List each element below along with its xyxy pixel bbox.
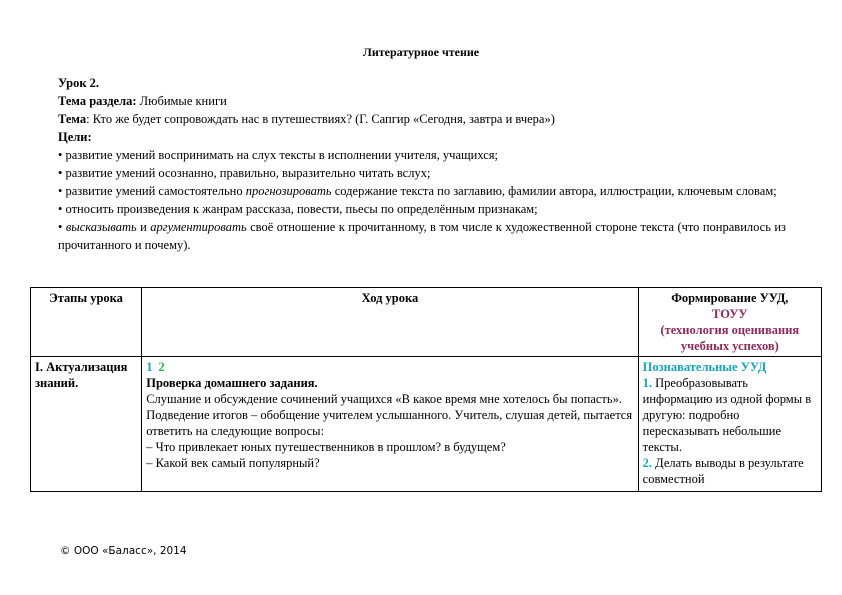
topic-label: Тема — [58, 112, 87, 126]
page-title: Литературное чтение — [362, 45, 480, 59]
header-tou-full: (технология оценивания учебных успехов) — [660, 323, 800, 353]
goal-text: содержание текста по заглавию, фамилии автора, иллюстрации, ключевым словам; — [331, 184, 777, 198]
goal-item — [58, 218, 786, 254]
goal-text: • развитие умений самостоятельно — [58, 184, 246, 198]
header-course: Ход урока — [142, 288, 638, 357]
course-text: – Что привлекает юных путешественников в прошлом? в будущем? — [146, 440, 506, 454]
uud-title: Познавательные УУД — [642, 360, 767, 374]
table-header-row — [31, 288, 822, 357]
goal-item: • развитие умений воспринимать на слух тексты в исполнении учителя, учащихся; — [58, 148, 498, 162]
goal-item — [58, 182, 786, 200]
uud-item — [643, 375, 817, 455]
topic-line — [58, 110, 786, 128]
course-title: Проверка домашнего задания. — [146, 376, 318, 390]
header-tou: ТОУУ — [712, 307, 748, 321]
header-uud-label: Формирование УУД, — [671, 291, 789, 305]
goal-text: и — [136, 220, 151, 234]
uud-item-text: Преобразовывать информацию из одной формы в другую: подробно пересказывать небольшие тексты. — [642, 376, 812, 454]
course-text: Слушание и обсуждение сочинений учащихся «В какое время мне хотелось бы попасть». — [146, 392, 622, 406]
uud-number: 1. — [642, 376, 653, 390]
uud-number: 2. — [642, 456, 653, 470]
goals-list — [58, 146, 786, 254]
step-number: 2 — [158, 360, 165, 374]
header-uud — [638, 288, 821, 357]
goal-text: своё отношение к прочитанному, в том числе к художественной стороне текста (что понравилось из прочитанного и почему). — [58, 220, 786, 252]
goal-emphasis: прогнозировать — [245, 184, 332, 198]
step-number: 1 — [146, 360, 153, 374]
goal-text: • — [58, 220, 66, 234]
lesson-number: Урок 2. — [58, 76, 100, 90]
section-line — [58, 92, 786, 110]
goals-label: Цели: — [58, 130, 92, 144]
header-stage: Этапы урока — [31, 288, 142, 357]
course-text: – Какой век самый популярный? — [146, 456, 320, 470]
uud-item — [643, 455, 817, 487]
goal-item: • относить произведения к жанрам рассказа, повести, пьесы по определённым признакам; — [58, 202, 538, 216]
lesson-meta — [58, 74, 786, 146]
goal-emphasis: высказывать — [65, 220, 137, 234]
uud-item-text: Делать выводы в результате совместной — [642, 456, 804, 486]
course-text: Подведение итогов – обобщение учителем услышанного. Учитель, слушая детей, пытается ответить на следующие вопросы: — [146, 408, 633, 438]
course-cell — [142, 357, 638, 492]
section-value: Любимые книги — [136, 94, 227, 108]
goal-item: • развитие умений осознанно, правильно, выразительно читать вслух; — [58, 166, 431, 180]
topic-value: : Кто же будет сопровождать нас в путешествиях? (Г. Сапгир «Сегодня, завтра и вчера») — [86, 112, 555, 126]
goal-emphasis: аргументировать — [150, 220, 247, 234]
uud-cell — [638, 357, 821, 492]
section-label: Тема раздела: — [58, 94, 137, 108]
lesson-table — [30, 287, 822, 492]
copyright-footer: © ООО «Баласс», 2014 — [60, 545, 187, 557]
stage-cell: I. Актуализация знаний. — [31, 357, 142, 492]
step-numbers — [146, 359, 633, 375]
table-row — [31, 357, 822, 492]
